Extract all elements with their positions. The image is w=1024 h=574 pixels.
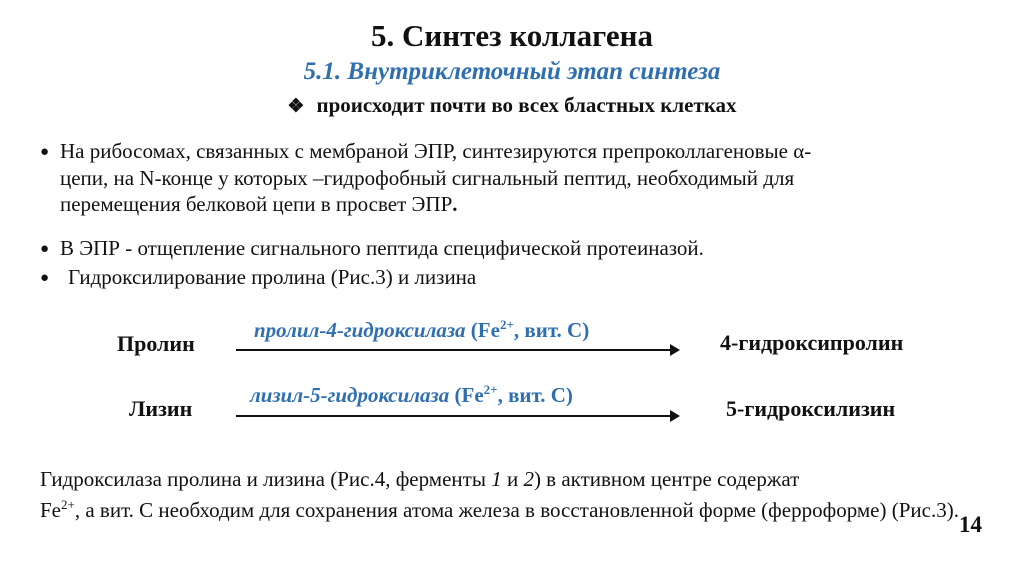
reaction-enzyme-lysine: лизил-5-гидроксилаза ($Fe^{2+}$, вит. С) [250, 382, 573, 407]
bullet-text-cont: перемещения белковой цепи в просвет ЭПР [60, 192, 453, 216]
bullet-dot-icon: ● [40, 241, 50, 257]
bullet-dot-icon: ● [40, 144, 50, 160]
reaction-product-hydroxyproline: 4-гидроксипролин [720, 330, 904, 355]
diamond-bullet-line [0, 93, 1024, 118]
slide-title: 5. Синтез коллагена [371, 18, 653, 53]
bullet-text: На рибосомах, связанных с мембраной ЭПР, синтезируются препроколлагеновые α- [60, 139, 812, 163]
bullet-text-cont: цепи, на N-конце у которых –гидрофобный сигнальный пептид, необходимый для [60, 166, 795, 190]
bullet-ribosomes [40, 138, 1000, 217]
reaction-enzyme-proline: пролил-4-гидроксилаза ($Fe^{2+}$, вит. С) [254, 317, 590, 342]
bullet-dot-icon: ● [40, 270, 50, 286]
slide-subtitle: 5.1. Внутриклеточный этап синтеза [303, 58, 721, 85]
bullet-hydroxylation [40, 264, 1000, 291]
reaction-product-hydroxylysine: 5-гидроксилизин [726, 396, 896, 421]
bottom-paragraph: Гидроксилаза пролина и лизина (Рис.4, ферменты 1 и 2) в активном центре содержат $Fe^{2+}$, а вит. С необходим для сохранения атома железа в восстановленной форме (ферроформе) (Рис.3). [40, 467, 959, 522]
enzyme-number: 2 [523, 467, 534, 491]
enzyme-number: 1 [491, 467, 502, 491]
reaction-substrate-proline: Пролин [117, 331, 195, 356]
bullet-text-period: . [452, 192, 458, 216]
reaction-arrow [236, 349, 678, 351]
bullet-text: Гидроксилирование пролина (Рис.3) и лизина [68, 265, 477, 289]
reaction-arrow [236, 415, 678, 417]
reaction-substrate-lysine: Лизин [129, 396, 193, 421]
diamond-bullet-icon: ❖ [287, 96, 305, 117]
bullet-signal-peptide [40, 235, 1000, 262]
bullet-text: В ЭПР - отщепление сигнального пептида специфической протеиназой. [60, 236, 704, 260]
page-number: 14 [959, 512, 982, 537]
diamond-bullet-text: происходит почти во всех бластных клетках [316, 93, 737, 117]
